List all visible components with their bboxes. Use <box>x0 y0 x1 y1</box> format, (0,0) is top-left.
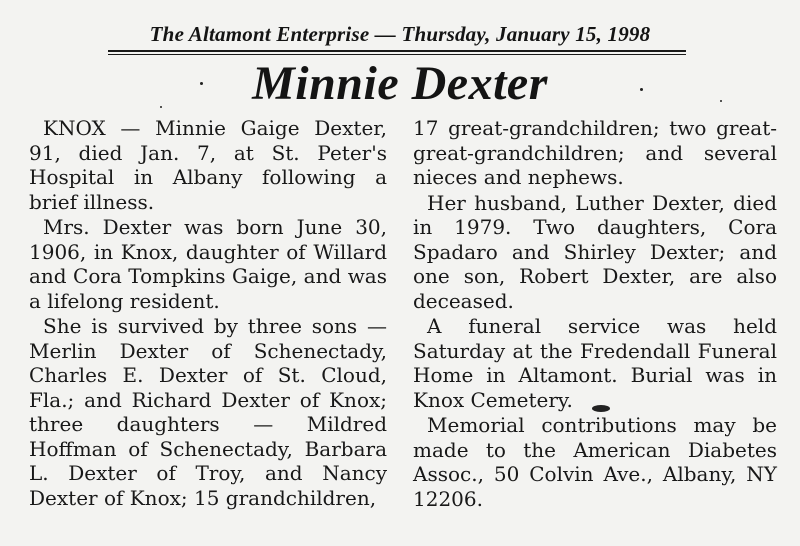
paragraph: 17 great-grandchildren; two great-great-grandchildren; and several nieces and nephews. <box>413 116 777 189</box>
masthead-rule-thin <box>108 54 686 55</box>
masthead-rule <box>108 50 686 52</box>
obituary-headline: Minnie Dexter <box>252 57 548 110</box>
ink-speck <box>720 100 722 102</box>
paragraph: Mrs. Dexter was born June 30, 1906, in Knox, daughter of Willard and Cora Tompkins Gaige, and was a lifelong resident. <box>29 215 387 313</box>
paragraph: KNOX — Minnie Gaige Dexter, 91, died Jan. 7, at St. Peter's Hospital in Albany following a brief illness. <box>29 116 387 214</box>
masthead: The Altamont Enterprise — Thursday, January 15, 1998 <box>149 22 651 46</box>
ink-speck <box>592 405 610 412</box>
right-column <box>413 116 777 512</box>
paragraph: Her husband, Luther Dexter, died in 1979. Two daughters, Cora Spadaro and Shirley Dexter; and one son, Robert Dexter, are also deceased. <box>413 190 777 313</box>
paragraph: Memorial contributions may be made to the American Diabetes Assoc., 50 Colvin Ave., Albany, NY 12206. <box>413 413 777 511</box>
paragraph: She is survived by three sons — Merlin Dexter of Schenectady, Charles E. Dexter of St. Cloud, Fla.; and Richard Dexter of Knox; three daughters — Mildred Hoffman of Schenectady, Barbara L. Dexter of Troy, and Nancy Dexter of Knox; 15 grandchildren, <box>29 314 387 510</box>
left-column <box>29 116 387 511</box>
ink-speck <box>160 106 162 108</box>
ink-speck <box>200 82 203 85</box>
paragraph: A funeral service was held Saturday at the Fredendall Funeral Home in Altamont. Burial was in Knox Cemetery. <box>413 314 777 412</box>
ink-speck <box>640 88 643 91</box>
